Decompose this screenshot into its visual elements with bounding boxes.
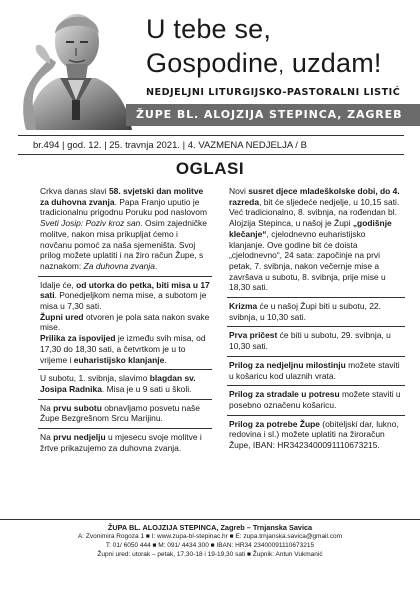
stepinac-statue-image bbox=[6, 2, 138, 130]
announcement-mass-schedule: Idalje će, od utorka do petka, biti misa u 17 sati. Ponedjeljkom nema mise, a subotom je misa u 7,30 sati. Župni ured otvoren je pola sata nakon svake mise. Prilika za ispovijed je između svih misa, od 17,30 do 18,30 sati, a četvrtkom je u to vrijeme i euharistijsko klanjanje. bbox=[38, 277, 212, 371]
announcement-confirmation: Krizma će u našoj Župi biti u subotu, 22. svibnja, u 10,30 sati. bbox=[227, 298, 405, 327]
announcement-first-communion: Prva pričest će biti u subotu, 29. svibnja, u 10,30 sati. bbox=[227, 327, 405, 356]
title-word: Gospodine bbox=[146, 48, 279, 78]
announcement-children-meeting: Novi susret djece mladeškolske dobi, do 4. razreda, bit će sljedeće nedjelje, u 10,15 sati. Već tradicionalno, 8. svibnja, na rođendan bl. Alojzija Stepinca, u našoj je Župi „godišnje klečanje“, cjelodnevno euharistijsko klanjanje. Ove godine bit će doista „cjelodnevno“, 24 sata: započinje na prvi petak, 7. svibnja, nakon večernje mise a završava u subotu, 8. svibnja, prije mise u 18,30 sati. bbox=[227, 186, 405, 298]
announcement-first-sunday: Na prvu nedjelju u mjesecu svoje molitve i žrtve prikazujemo za duhovna zvanja. bbox=[40, 432, 202, 453]
announcement-st-joseph: U subotu, 1. svibnja, slavimo blagdan sv. Josipa Radnika. Misa je u 9 sati u školi. bbox=[38, 370, 212, 399]
masthead-subtitle: NEDJELJNI LITURGIJSKO-PASTORALNI LISTIĆ bbox=[146, 87, 401, 98]
issue-info-bar: br.494 | god. 12. | 25. travnja 2021. | 4. VAZMENA NEDJELJA / B bbox=[18, 135, 404, 155]
announcement-parish-needs: Prilog za potrebe Župe (obiteljski dar, lukno, redovina i sl.) možete uplatiti na žiroračun Župe, IBAN: HR3423400091110673215. bbox=[229, 418, 399, 451]
title-word: uzdam! bbox=[284, 48, 382, 78]
announcements-right-column bbox=[227, 186, 405, 455]
announcements-left-column bbox=[38, 186, 212, 457]
title-comma: , bbox=[278, 55, 285, 77]
announcement-earthquake-aid: Prilog za stradale u potresu možete staviti u posebno označenu košaricu. bbox=[227, 386, 405, 415]
announcement-vocations: Crkva danas slavi 58. svjetski dan molitve za duhovna zvanja. Papa Franjo uputio je tradicionalnu prigodnu Poruku pod naslovom Sveti Josip: Poziv kroz san. Osim zajedničke molitve, nakon misa prikupljat ćemo i novčanu pomoć za naša sjemeništa. Svoj prilog možete uplatiti i na žiro račun Župe, s naznakom: Za duhovna zvanja. bbox=[38, 186, 212, 277]
section-title: OGLASI bbox=[175, 159, 245, 178]
footer-title: ŽUPA BL. ALOJZIJA STEPINCA, Zagreb – Trnjanska Savica bbox=[107, 523, 313, 532]
footer-hours-line: Župni ured: utorak – petak, 17,30-18 i 19-19,30 sati ■ Župnik: Antun Vukmanić bbox=[97, 551, 323, 558]
footer-contact bbox=[0, 519, 420, 559]
footer-address-line: A: Zvonimira Rogoza 1 ■ I: www.zupa-bl-stepinac.hr ■ E: zupa.trnjanska.savica@gmail.com bbox=[77, 533, 343, 540]
announcement-first-saturday: Na prvu subotu obnavljamo posvetu naše Župe Bezgrešnom Srcu Marijinu. bbox=[38, 400, 212, 429]
masthead-title-line1: U tebe se, bbox=[146, 14, 272, 44]
announcement-sunday-collection: Prilog za nedjeljnu milostinju možete staviti u košaricu kod ulaznih vrata. bbox=[227, 357, 405, 386]
masthead bbox=[0, 0, 420, 130]
footer-phone-line: T: 01/ 6050 444 ■ M: 091/ 4434 300 ■ IBAN: HR34 23400091110673215 bbox=[105, 542, 315, 549]
parish-banner: ŽUPE BL. ALOJZIJA STEPINCA, ZAGREB bbox=[126, 104, 420, 126]
masthead-title-line2 bbox=[146, 48, 382, 79]
